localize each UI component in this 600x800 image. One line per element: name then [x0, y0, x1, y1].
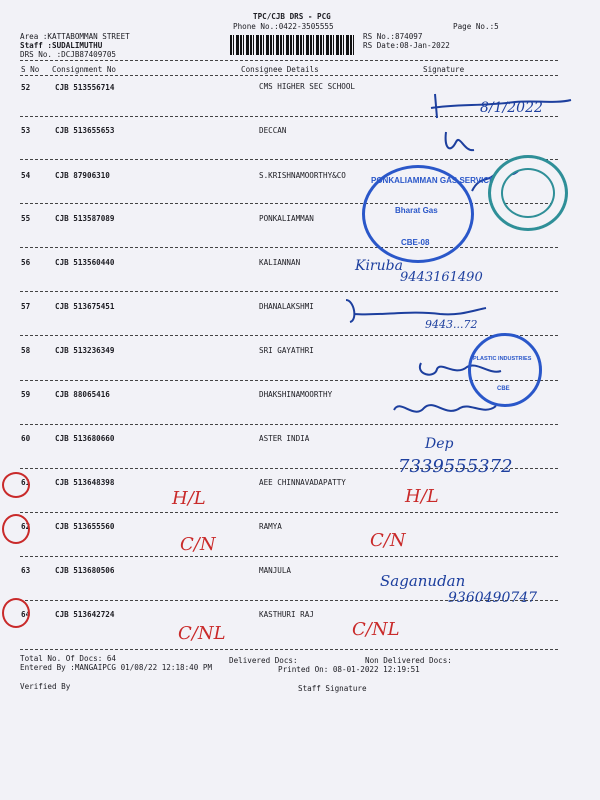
- row-divider: [20, 203, 558, 204]
- row-divider: [20, 335, 558, 336]
- handwritten-name-row-56: Kiruba: [355, 258, 403, 274]
- row-consignment: CJB 513655560: [55, 522, 115, 531]
- handwritten-date-row-52: 8/1/2022: [480, 100, 543, 116]
- row-consignment: CJB 513648398: [55, 478, 115, 487]
- handwritten-phone-row-58: 9443...72: [425, 318, 478, 331]
- row-consignee: DHAKSHINAMOORTHY: [259, 390, 333, 399]
- table-bottom-divider: [20, 649, 558, 650]
- row-consignment: CJB 513675451: [55, 302, 115, 311]
- row-sno: 62: [21, 522, 31, 531]
- phone-number: Phone No.:0422-3505555: [233, 22, 334, 31]
- handwritten-remark-row-62-right: C/N: [370, 530, 406, 551]
- row-consignee: ASTER INDIA: [259, 434, 310, 443]
- printed-on: Printed On: 08-01-2022 12:19:51: [278, 665, 420, 674]
- barcode: [230, 35, 355, 55]
- stamp-bottom-text: CBE-08: [401, 238, 430, 247]
- header-divider: [20, 60, 558, 61]
- row-consignment: CJB 513587089: [55, 214, 115, 223]
- row-consignee: KASTHURI RAJ: [259, 610, 314, 619]
- row-sno: 60: [21, 434, 31, 443]
- row-consignment: CJB 513680506: [55, 566, 115, 575]
- row-consignment: CJB 88065416: [55, 390, 110, 399]
- drs-number: DRS No. :DCJB87409705: [20, 50, 117, 59]
- row-consignment: CJB 513560440: [55, 258, 115, 267]
- handwritten-phone-row-60: 7339555372: [398, 456, 513, 477]
- handwritten-name-row-60: Dep: [425, 436, 454, 452]
- non-delivered-docs: Non Delivered Docs:: [365, 656, 452, 665]
- red-circle-mark-row-64: [2, 598, 30, 628]
- document-title: TPC/CJB DRS - PCG: [253, 12, 331, 21]
- handwritten-phone-row-56: 9443161490: [400, 270, 483, 285]
- stamp-ring-text: PONKALIAMMAN GAS SERVICE: [371, 176, 495, 185]
- row-consignee: AEE CHINNAVADAPATTY: [259, 478, 346, 487]
- delivered-docs: Delivered Docs:: [229, 656, 298, 665]
- verified-by: Verified By: [20, 682, 71, 691]
- handwritten-phone-row-63: 9360490747: [448, 590, 538, 606]
- red-circle-mark-row-62: [2, 514, 30, 544]
- row-consignee: SRI GAYATHRI: [259, 346, 314, 355]
- handwritten-remark-row-64-left: C/NL: [178, 623, 226, 644]
- row-divider: [20, 512, 558, 513]
- row-consignment: CJB 513680660: [55, 434, 115, 443]
- row-divider: [20, 159, 558, 160]
- stamp-center-text: Bharat Gas: [395, 206, 438, 215]
- row-consignee: DECCAN: [259, 126, 287, 135]
- row-consignee: KALIANNAN: [259, 258, 301, 267]
- stamp-ring-text: PLASTIC INDUSTRIES: [473, 356, 532, 362]
- stamp-bottom-text: CBE: [497, 386, 510, 392]
- row-consignment: CJB 513556714: [55, 83, 115, 92]
- column-header-consignment: Consignment No: [52, 65, 117, 74]
- staff-label: Staff :SUDALIMUTHU: [20, 41, 103, 50]
- row-sno: 54: [21, 171, 31, 180]
- entered-by: Entered By :MANGAIPCG 01/08/22 12:18:40 PM: [20, 663, 213, 672]
- row-consignee: DHANALAKSHMI: [259, 302, 314, 311]
- row-sno: 55: [21, 214, 31, 223]
- row-consignment: CJB 513236349: [55, 346, 115, 355]
- handwritten-name-row-63: Saganudan: [380, 572, 466, 590]
- column-header-consignee: Consignee Details: [241, 65, 319, 74]
- row-sno: 52: [21, 83, 31, 92]
- row-divider: [20, 247, 558, 248]
- handwritten-remark-row-62-left: C/N: [180, 534, 216, 555]
- row-sno: 63: [21, 566, 31, 575]
- row-consignment: CJB 513642724: [55, 610, 115, 619]
- row-sno: 57: [21, 302, 31, 311]
- row-divider: [20, 291, 558, 292]
- area-label: Area :KATTABOMMAN STREET: [20, 32, 130, 41]
- page-number: Page No.:5: [453, 22, 499, 31]
- row-divider: [20, 556, 558, 557]
- row-divider: [20, 424, 558, 425]
- row-consignment: CJB 513655653: [55, 126, 115, 135]
- handwritten-remark-row-61-left: H/L: [172, 488, 206, 509]
- row-consignee: RAMYA: [259, 522, 282, 531]
- row-consignee: PONKALIAMMAN: [259, 214, 314, 223]
- ponkaliamman-gas-stamp: [362, 165, 495, 263]
- total-docs: Total No. Of Docs: 64: [20, 654, 117, 663]
- row-consignee: MANJULA: [259, 566, 292, 575]
- red-circle-mark-row-61: [2, 472, 30, 498]
- column-header-signature: Signature: [423, 65, 465, 74]
- row-sno: 58: [21, 346, 31, 355]
- handwritten-remark-row-64-right: C/NL: [352, 619, 400, 640]
- staff-signature-label: Staff Signature: [298, 684, 367, 693]
- row-sno: 61: [21, 478, 31, 487]
- column-header-sno: S No: [21, 65, 40, 74]
- signature-row-53: [440, 128, 480, 158]
- rs-date: RS Date:08-Jan-2022: [363, 41, 450, 50]
- row-sno: 53: [21, 126, 31, 135]
- signature-row-59: [390, 396, 500, 422]
- row-sno: 59: [21, 390, 31, 399]
- row-consignee: S.KRISHNAMOORTHY&CO: [259, 171, 346, 180]
- row-sno: 64: [21, 610, 31, 619]
- rs-number: RS No.:874097: [363, 32, 423, 41]
- round-company-stamp: [488, 155, 568, 231]
- row-consignee: CMS HIGHER SEC SCHOOL: [259, 82, 356, 91]
- handwritten-remark-row-61-right: H/L: [405, 486, 439, 507]
- column-header-divider: [20, 75, 558, 76]
- row-sno: 56: [21, 258, 31, 267]
- row-consignment: CJB 87906310: [55, 171, 110, 180]
